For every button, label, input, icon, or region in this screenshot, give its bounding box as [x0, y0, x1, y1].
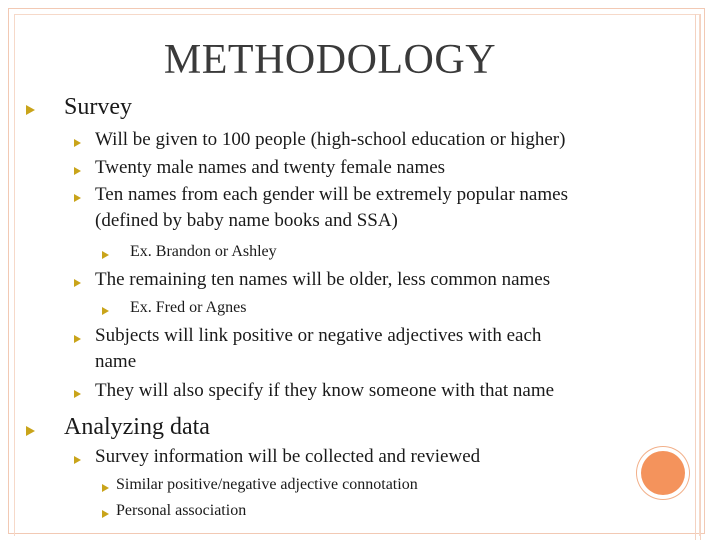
- bullet-icon: [26, 426, 35, 436]
- bullet-icon: [74, 335, 81, 343]
- frame-edge-line: [695, 14, 696, 540]
- bullet-icon: [102, 484, 109, 492]
- bullet-icon: [102, 251, 109, 259]
- list-item: Twenty male names and twenty female names: [95, 157, 446, 178]
- list-item-continuation: name: [95, 351, 137, 372]
- sub-list-item: Ex. Brandon or Ashley: [130, 243, 277, 260]
- sub-list-item: Ex. Fred or Agnes: [130, 299, 247, 316]
- bullet-icon: [74, 194, 81, 202]
- bullet-icon: [74, 279, 81, 287]
- bullet-icon: [26, 105, 35, 115]
- bullet-icon: [74, 390, 81, 398]
- sub-list-item: Similar positive/negative adjective connotation: [116, 476, 418, 493]
- slide-title: METHODOLOGY: [163, 37, 497, 83]
- list-item: Ten names from each gender will be extremely popular names: [95, 184, 568, 205]
- list-item: The remaining ten names will be older, less common names: [95, 269, 551, 290]
- bullet-icon: [74, 139, 81, 147]
- list-item: Subjects will link positive or negative adjectives with each: [95, 325, 542, 346]
- bullet-icon: [102, 510, 109, 518]
- list-item-continuation: (defined by baby name books and SSA): [95, 210, 398, 231]
- frame-edge-line: [700, 14, 701, 540]
- sub-list-item: Personal association: [116, 502, 247, 519]
- list-item: Will be given to 100 people (high-school education or higher): [95, 129, 566, 150]
- bullet-icon: [74, 456, 81, 464]
- decorative-circle: [641, 451, 685, 495]
- bullet-icon: [74, 167, 81, 175]
- section-heading-analyzing-data: Analyzing data: [64, 414, 210, 440]
- section-heading-survey: Survey: [64, 94, 132, 120]
- bullet-icon: [102, 307, 109, 315]
- list-item: Survey information will be collected and reviewed: [95, 446, 481, 467]
- list-item: They will also specify if they know someone with that name: [95, 380, 555, 401]
